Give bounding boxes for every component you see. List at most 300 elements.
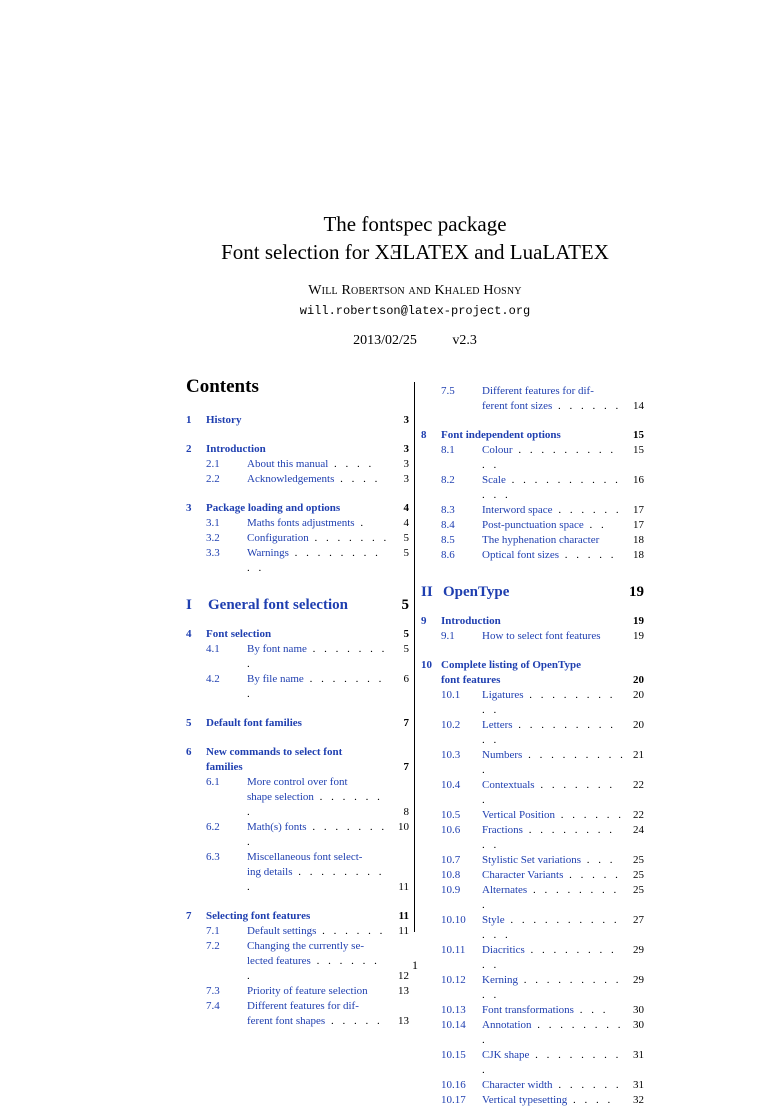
toc-number: 7: [186, 910, 192, 922]
toc-page-number: 13: [398, 1015, 409, 1027]
toc-number: 10.3: [441, 749, 461, 761]
toc-section-entry[interactable]: [421, 1093, 644, 1108]
toc-section-entry[interactable]: [186, 999, 409, 1029]
toc-page-number: 14: [633, 400, 644, 412]
toc-part-title: General font selection: [208, 597, 348, 613]
toc-section-entry[interactable]: [421, 473, 644, 503]
toc-section-entry[interactable]: [421, 533, 644, 548]
toc-page-number: 3: [403, 414, 409, 426]
leader-dots: .: [354, 517, 367, 529]
toc-number: 8.6: [441, 549, 455, 561]
toc-page-number: 32: [633, 1094, 644, 1106]
toc-number: 8.1: [441, 444, 455, 456]
title-line-2: Font selection for XƎLATEX and LuaLATEX: [221, 240, 609, 264]
toc-entry-text: Default settings: [247, 925, 317, 937]
toc-number: 10.8: [441, 869, 461, 881]
toc-section-entry[interactable]: [186, 850, 409, 895]
toc-section-entry[interactable]: [186, 472, 409, 487]
toc-number: 5: [186, 717, 192, 729]
toc-entry-title-line: Miscellaneous font select-: [247, 851, 363, 863]
toc-number: 10.7: [441, 854, 461, 866]
toc-entry-title-line: [247, 790, 391, 820]
toc-page-number: 5: [403, 547, 409, 559]
toc-section-entry[interactable]: [421, 868, 644, 883]
toc-entry-title: [441, 658, 626, 688]
toc-number: 8.4: [441, 519, 455, 531]
toc-number: 8: [421, 429, 427, 441]
leader-dots: . . . . . . .: [308, 532, 390, 544]
toc-entry-text: Vertical typesetting: [482, 1094, 568, 1106]
toc-entry-title: [482, 883, 626, 913]
toc-number: 6: [186, 746, 192, 758]
toc-chapter-entry[interactable]: [186, 716, 409, 731]
toc-entry-title: Introduction: [206, 443, 266, 455]
leader-dots: . . . . . . . . . .: [482, 824, 615, 851]
toc-section-entry[interactable]: [186, 531, 409, 546]
toc-page-number: 24: [633, 824, 644, 836]
toc-entry-text: Scale: [482, 474, 506, 486]
toc-section-entry[interactable]: [421, 883, 644, 913]
toc-entry-title: [482, 443, 626, 473]
toc-entry-text: How to select font features: [482, 630, 601, 642]
toc-entry-text: Warnings: [247, 547, 289, 559]
toc-page-number: 18: [633, 534, 644, 546]
toc-entry-text: Contextuals: [482, 779, 535, 791]
toc-entry-title-line: New commands to select font: [206, 746, 343, 758]
toc-chapter-entry[interactable]: [421, 658, 644, 688]
toc-section-entry[interactable]: [421, 973, 644, 1003]
toc-entry-text: Numbers: [482, 749, 523, 761]
toc-page-number: 25: [633, 854, 644, 866]
toc-entry-text: Vertical Position: [482, 809, 556, 821]
toc-entry-text: ferent font shapes: [247, 1015, 326, 1027]
date-version-line: [0, 333, 768, 349]
toc-entry-title: Package loading and options: [206, 502, 341, 514]
document-title: [0, 210, 768, 266]
toc-entry-text: Colour: [482, 444, 513, 456]
toc-entry-title: [482, 473, 626, 503]
toc-entry-text: Fractions: [482, 824, 523, 836]
toc-section-entry[interactable]: [421, 629, 644, 644]
toc-part-number: I: [186, 597, 192, 613]
leader-dots: . . . . . . . .: [247, 673, 385, 700]
toc-section-entry[interactable]: [186, 820, 409, 850]
toc-entry-text: Character width: [482, 1079, 553, 1091]
leader-dots: . . . . .: [325, 1015, 383, 1027]
toc-page-number: 17: [633, 519, 644, 531]
toc-number: 2.2: [206, 473, 220, 485]
toc-number: 10.2: [441, 719, 461, 731]
toc-entry-title-line: font features: [441, 674, 501, 686]
leader-dots: . . . . . . . . . .: [482, 749, 626, 776]
toc-number: 3: [186, 502, 192, 514]
toc-page-number: 13: [398, 985, 409, 997]
toc-page-number: 22: [633, 809, 644, 821]
toc-number: 4.1: [206, 643, 220, 655]
toc-number: 6.2: [206, 821, 220, 833]
toc-chapter-entry[interactable]: [186, 442, 409, 457]
leader-dots: . . .: [581, 854, 616, 866]
toc-chapter-entry[interactable]: [186, 501, 409, 516]
toc-section-entry[interactable]: [421, 823, 644, 853]
toc-page-number: 25: [633, 884, 644, 896]
toc-entry-text: Stylistic Set variations: [482, 854, 581, 866]
toc-number: 10.12: [441, 974, 466, 986]
toc-page-number: 10: [398, 821, 409, 833]
toc-page-number: 20: [633, 689, 644, 701]
toc-page-number: 25: [633, 869, 644, 881]
toc-page-number: 19: [629, 584, 644, 600]
version: v2.3: [452, 333, 477, 348]
toc-page-number: 19: [633, 615, 644, 627]
toc-number: 3.3: [206, 547, 220, 559]
leader-dots: . . . . . . .: [247, 955, 380, 982]
leader-dots: . . . .: [334, 473, 381, 485]
toc-entry-title: [247, 642, 391, 672]
toc-entry-title: [247, 672, 391, 702]
toc-entry-title: [482, 868, 626, 883]
toc-number: 10.6: [441, 824, 461, 836]
toc-page-number: 5: [403, 628, 409, 640]
toc-entry-text: Style: [482, 914, 505, 926]
toc-number: 10.5: [441, 809, 461, 821]
toc-number: 10.11: [441, 944, 466, 956]
toc-entry-title-line: Different features for dif-: [482, 385, 594, 397]
toc-page-number: 5: [403, 532, 409, 544]
toc-page-number: 11: [398, 881, 409, 893]
toc-entry-title: Font independent options: [441, 429, 561, 441]
page-number: 1: [412, 958, 418, 972]
leader-dots: . . . . . .: [552, 504, 622, 516]
leader-dots: . . . . . . . .: [247, 821, 388, 848]
toc-entry-title: Default font families: [206, 717, 302, 729]
toc-page-number: 15: [633, 429, 644, 441]
toc-entry-text: CJK shape: [482, 1049, 530, 1061]
toc-number: 7.2: [206, 940, 220, 952]
leader-dots: . . . . . . .: [247, 791, 383, 818]
toc-number: 6.3: [206, 851, 220, 863]
toc-chapter-entry[interactable]: [421, 614, 644, 629]
toc-section-entry[interactable]: [421, 1078, 644, 1093]
toc-entry-title: [482, 823, 626, 853]
toc-entry-title: [482, 1093, 626, 1108]
title-line-1: The fontspec package: [323, 212, 507, 236]
contents-heading: Contents: [186, 376, 259, 397]
toc-section-entry[interactable]: [186, 984, 409, 999]
leader-dots: . . . . . . . . . . .: [482, 974, 622, 1001]
leader-dots: . . . . . . . . .: [482, 1019, 624, 1046]
toc-entry-title: [247, 924, 391, 939]
toc-number: 10.14: [441, 1019, 466, 1031]
toc-entry-title: [206, 745, 391, 775]
toc-entry-title: [482, 718, 626, 748]
leader-dots: . . . .: [567, 1094, 614, 1106]
toc-entry-title: Font selection: [206, 628, 272, 640]
toc-section-entry[interactable]: [421, 913, 644, 943]
toc-page-number: 29: [633, 944, 644, 956]
toc-entry-text: Annotation: [482, 1019, 532, 1031]
toc-number: 10.15: [441, 1049, 466, 1061]
date: 2013/02/25: [353, 333, 417, 348]
toc-number: 1: [186, 414, 192, 426]
leader-dots: . . . . . .: [316, 925, 386, 937]
toc-page-number: 16: [633, 474, 644, 486]
toc-entry-text: Optical font sizes: [482, 549, 559, 561]
toc-number: 10.1: [441, 689, 461, 701]
toc-entry-title: [247, 850, 391, 895]
toc-entry-text: ferent font sizes: [482, 400, 553, 412]
toc-number: 8.3: [441, 504, 455, 516]
toc-section-entry[interactable]: [421, 688, 644, 718]
toc-entry-text: ing details: [247, 866, 293, 878]
toc-number: 7.1: [206, 925, 220, 937]
toc-number: 2: [186, 443, 192, 455]
toc-section-entry[interactable]: [186, 775, 409, 820]
toc-page-number: 17: [633, 504, 644, 516]
toc-entry-title-line: [482, 399, 626, 414]
toc-entry-title: Selecting font features: [206, 910, 311, 922]
toc-page-number: 4: [403, 502, 409, 514]
toc-entry-text: The hyphenation character: [482, 534, 600, 546]
toc-entry-title: [247, 516, 391, 531]
toc-section-entry[interactable]: [186, 516, 409, 531]
toc-page-number: 11: [398, 910, 409, 922]
toc-entry-title: [247, 472, 391, 487]
toc-section-entry[interactable]: [421, 778, 644, 808]
toc-entry-text: Maths fonts adjustments: [247, 517, 355, 529]
toc-entry-title: [247, 775, 391, 820]
leader-dots: . . . . .: [558, 549, 617, 561]
toc-section-entry[interactable]: [421, 548, 644, 563]
toc-entry-title: Introduction: [441, 615, 501, 627]
toc-entry-text: lected features: [247, 955, 311, 967]
toc-chapter-entry[interactable]: [421, 428, 644, 443]
toc-entry-title: [482, 1018, 626, 1048]
toc-entry-text: Priority of feature selection: [247, 985, 368, 997]
leader-dots: . . . . . . . . . . . . .: [482, 914, 620, 941]
toc-number: 10.4: [441, 779, 461, 791]
toc-page-number: 19: [633, 630, 644, 642]
toc-entry-title-line: More control over font: [247, 776, 348, 788]
toc-entry-title: [247, 531, 391, 546]
toc-section-entry[interactable]: [421, 503, 644, 518]
toc-entry-title: [482, 748, 626, 778]
toc-page-number: 20: [633, 674, 644, 686]
toc-page-number: 8: [403, 806, 409, 818]
toc-chapter-entry[interactable]: [186, 745, 409, 775]
toc-entry-text: Character Variants: [482, 869, 564, 881]
toc-section-entry[interactable]: [186, 457, 409, 472]
toc-entry-text: Post-punctuation space: [482, 519, 584, 531]
toc-number: 8.5: [441, 534, 455, 546]
toc-section-entry[interactable]: [421, 718, 644, 748]
toc-number: 10.16: [441, 1079, 466, 1091]
toc-chapter-entry[interactable]: [186, 909, 409, 924]
leader-dots: . . . . . .: [552, 400, 622, 412]
toc-number: 7.5: [441, 385, 455, 397]
toc-number: 7.3: [206, 985, 220, 997]
toc-entry-title: [482, 629, 626, 644]
leader-dots: . . . . . . . . .: [482, 1049, 622, 1076]
toc-entry-title: [247, 820, 391, 850]
toc-section-entry[interactable]: [186, 672, 409, 702]
toc-page-number: 11: [398, 925, 409, 937]
toc-section-entry[interactable]: [421, 384, 644, 414]
leader-dots: . . . . . .: [552, 1079, 622, 1091]
toc-entry-text: Diacritics: [482, 944, 525, 956]
toc-page-number: 5: [403, 643, 409, 655]
toc-entry-title-line: Changing the currently se-: [247, 940, 364, 952]
toc-section-entry[interactable]: [186, 924, 409, 939]
toc-entry-title: [247, 984, 391, 999]
toc-entry-text: Acknowledgements: [247, 473, 335, 485]
toc-section-entry[interactable]: [186, 546, 409, 576]
toc-page-number: 6: [403, 673, 409, 685]
toc-number: 10.17: [441, 1094, 466, 1106]
toc-entry-title-line: Different features for dif-: [247, 1000, 359, 1012]
toc-entry-text: Kerning: [482, 974, 519, 986]
toc-number: 8.2: [441, 474, 455, 486]
toc-part-number: II: [421, 584, 433, 600]
toc-entry-text: By file name: [247, 673, 304, 685]
toc-right-column: [421, 384, 644, 1108]
toc-section-entry[interactable]: [421, 748, 644, 778]
toc-number: 9: [421, 615, 427, 627]
toc-entry-text: Font transformations: [482, 1004, 574, 1016]
leader-dots: . . . . . . . . . .: [247, 547, 381, 574]
toc-section-entry[interactable]: [186, 642, 409, 672]
toc-entry-text: Letters: [482, 719, 513, 731]
toc-number: 3.2: [206, 532, 220, 544]
toc-entry-title: [482, 1048, 626, 1078]
toc-section-entry[interactable]: [421, 443, 644, 473]
toc-page-number: 3: [403, 443, 409, 455]
toc-entry-title: [482, 548, 626, 563]
toc-left-column: [186, 413, 409, 1029]
toc-page-number: 31: [633, 1049, 644, 1061]
leader-dots: . . . .: [328, 458, 375, 470]
toc-page-number: 18: [633, 549, 644, 561]
toc-chapter-entry[interactable]: [186, 413, 409, 428]
toc-entry-title: [482, 518, 626, 533]
leader-dots: . . . . . . . . .: [247, 866, 385, 893]
toc-page-number: 3: [403, 473, 409, 485]
toc-entry-text: Interword space: [482, 504, 553, 516]
toc-entry-title: [247, 546, 391, 576]
leader-dots: . .: [583, 519, 607, 531]
author-email: will.robertson@latex-project.org: [299, 304, 531, 318]
toc-entry-text: Ligatures: [482, 689, 524, 701]
toc-entry-title: [482, 503, 626, 518]
toc-part-entry[interactable]: [421, 585, 644, 600]
toc-number: 4.2: [206, 673, 220, 685]
toc-page-number: 22: [633, 779, 644, 791]
toc-part-title: OpenType: [443, 584, 510, 600]
toc-number: 10.10: [441, 914, 466, 926]
toc-entry-title: [482, 973, 626, 1003]
toc-number: 10.9: [441, 884, 461, 896]
toc-page-number: 5: [401, 597, 409, 613]
toc-number: 10.13: [441, 1004, 466, 1016]
column-divider: [414, 382, 415, 932]
toc-page-number: 12: [398, 970, 409, 982]
toc-section-entry[interactable]: [421, 518, 644, 533]
toc-page-number: 3: [403, 458, 409, 470]
toc-entry-text: About this manual: [247, 458, 329, 470]
toc-page-number: 4: [403, 517, 409, 529]
toc-page-number: 15: [633, 444, 644, 456]
toc-entry-title: [482, 384, 626, 414]
toc-part-entry[interactable]: [186, 598, 409, 613]
toc-page-number: 30: [633, 1004, 644, 1016]
toc-entry-title: [247, 999, 391, 1029]
toc-entry-title: [482, 688, 626, 718]
toc-entry-text: Alternates: [482, 884, 528, 896]
toc-page-number: 7: [403, 761, 409, 773]
toc-entry-title: [482, 533, 626, 548]
toc-entry-title: [482, 808, 626, 823]
leader-dots: . . . . . . . . . .: [482, 689, 616, 716]
toc-entry-title: [482, 853, 626, 868]
toc-number: 9.1: [441, 630, 455, 642]
toc-number: 10: [421, 659, 432, 671]
toc-entry-title: [247, 457, 391, 472]
toc-entry-title: [482, 778, 626, 808]
toc-section-entry[interactable]: [421, 808, 644, 823]
leader-dots: . . . . . .: [555, 809, 625, 821]
toc-section-entry[interactable]: [421, 1003, 644, 1018]
toc-entry-title: [482, 1078, 626, 1093]
toc-page-number: 29: [633, 974, 644, 986]
toc-page-number: 27: [633, 914, 644, 926]
toc-number: 4: [186, 628, 192, 640]
toc-chapter-entry[interactable]: [186, 627, 409, 642]
toc-number: 3.1: [206, 517, 220, 529]
toc-entry-text: By font name: [247, 643, 307, 655]
leader-dots: . . .: [573, 1004, 609, 1016]
leader-dots: . . . . .: [563, 869, 621, 881]
toc-page-number: 21: [633, 749, 644, 761]
toc-entry-text: shape selection: [247, 791, 314, 803]
toc-section-entry[interactable]: [421, 853, 644, 868]
leader-dots: . . . . . . . .: [247, 643, 388, 670]
toc-page-number: 31: [633, 1079, 644, 1091]
toc-page-number: 30: [633, 1019, 644, 1031]
toc-number: 2.1: [206, 458, 220, 470]
authors: Will Robertson and Khaled Hosny: [308, 283, 522, 298]
leader-dots: . . . . . . . . .: [482, 884, 620, 911]
leader-dots: . . . . . . . .: [482, 779, 616, 806]
toc-number: 7.4: [206, 1000, 220, 1012]
toc-page-number: 7: [403, 717, 409, 729]
toc-section-entry[interactable]: [421, 1018, 644, 1048]
toc-entry-title: History: [206, 414, 242, 426]
leader-dots: . . . . . . . . . . . . .: [482, 474, 621, 501]
toc-section-entry[interactable]: [421, 1048, 644, 1078]
toc-entry-title-line: Complete listing of OpenType: [441, 659, 582, 671]
toc-entry-title-line: families: [206, 761, 243, 773]
toc-entry-title: [482, 1003, 626, 1018]
toc-number: 6.1: [206, 776, 220, 788]
leader-dots: . . . . . . . . . .: [482, 944, 617, 971]
toc-page-number: 20: [633, 719, 644, 731]
leader-dots: . . . . . . . . . . .: [482, 719, 617, 746]
toc-entry-text: Math(s) fonts: [247, 821, 307, 833]
leader-dots: . . . . . . . . . . .: [482, 444, 617, 471]
toc-entry-title-line: [247, 1014, 391, 1029]
toc-entry-title: [482, 913, 626, 943]
toc-entry-title-line: [247, 865, 391, 895]
